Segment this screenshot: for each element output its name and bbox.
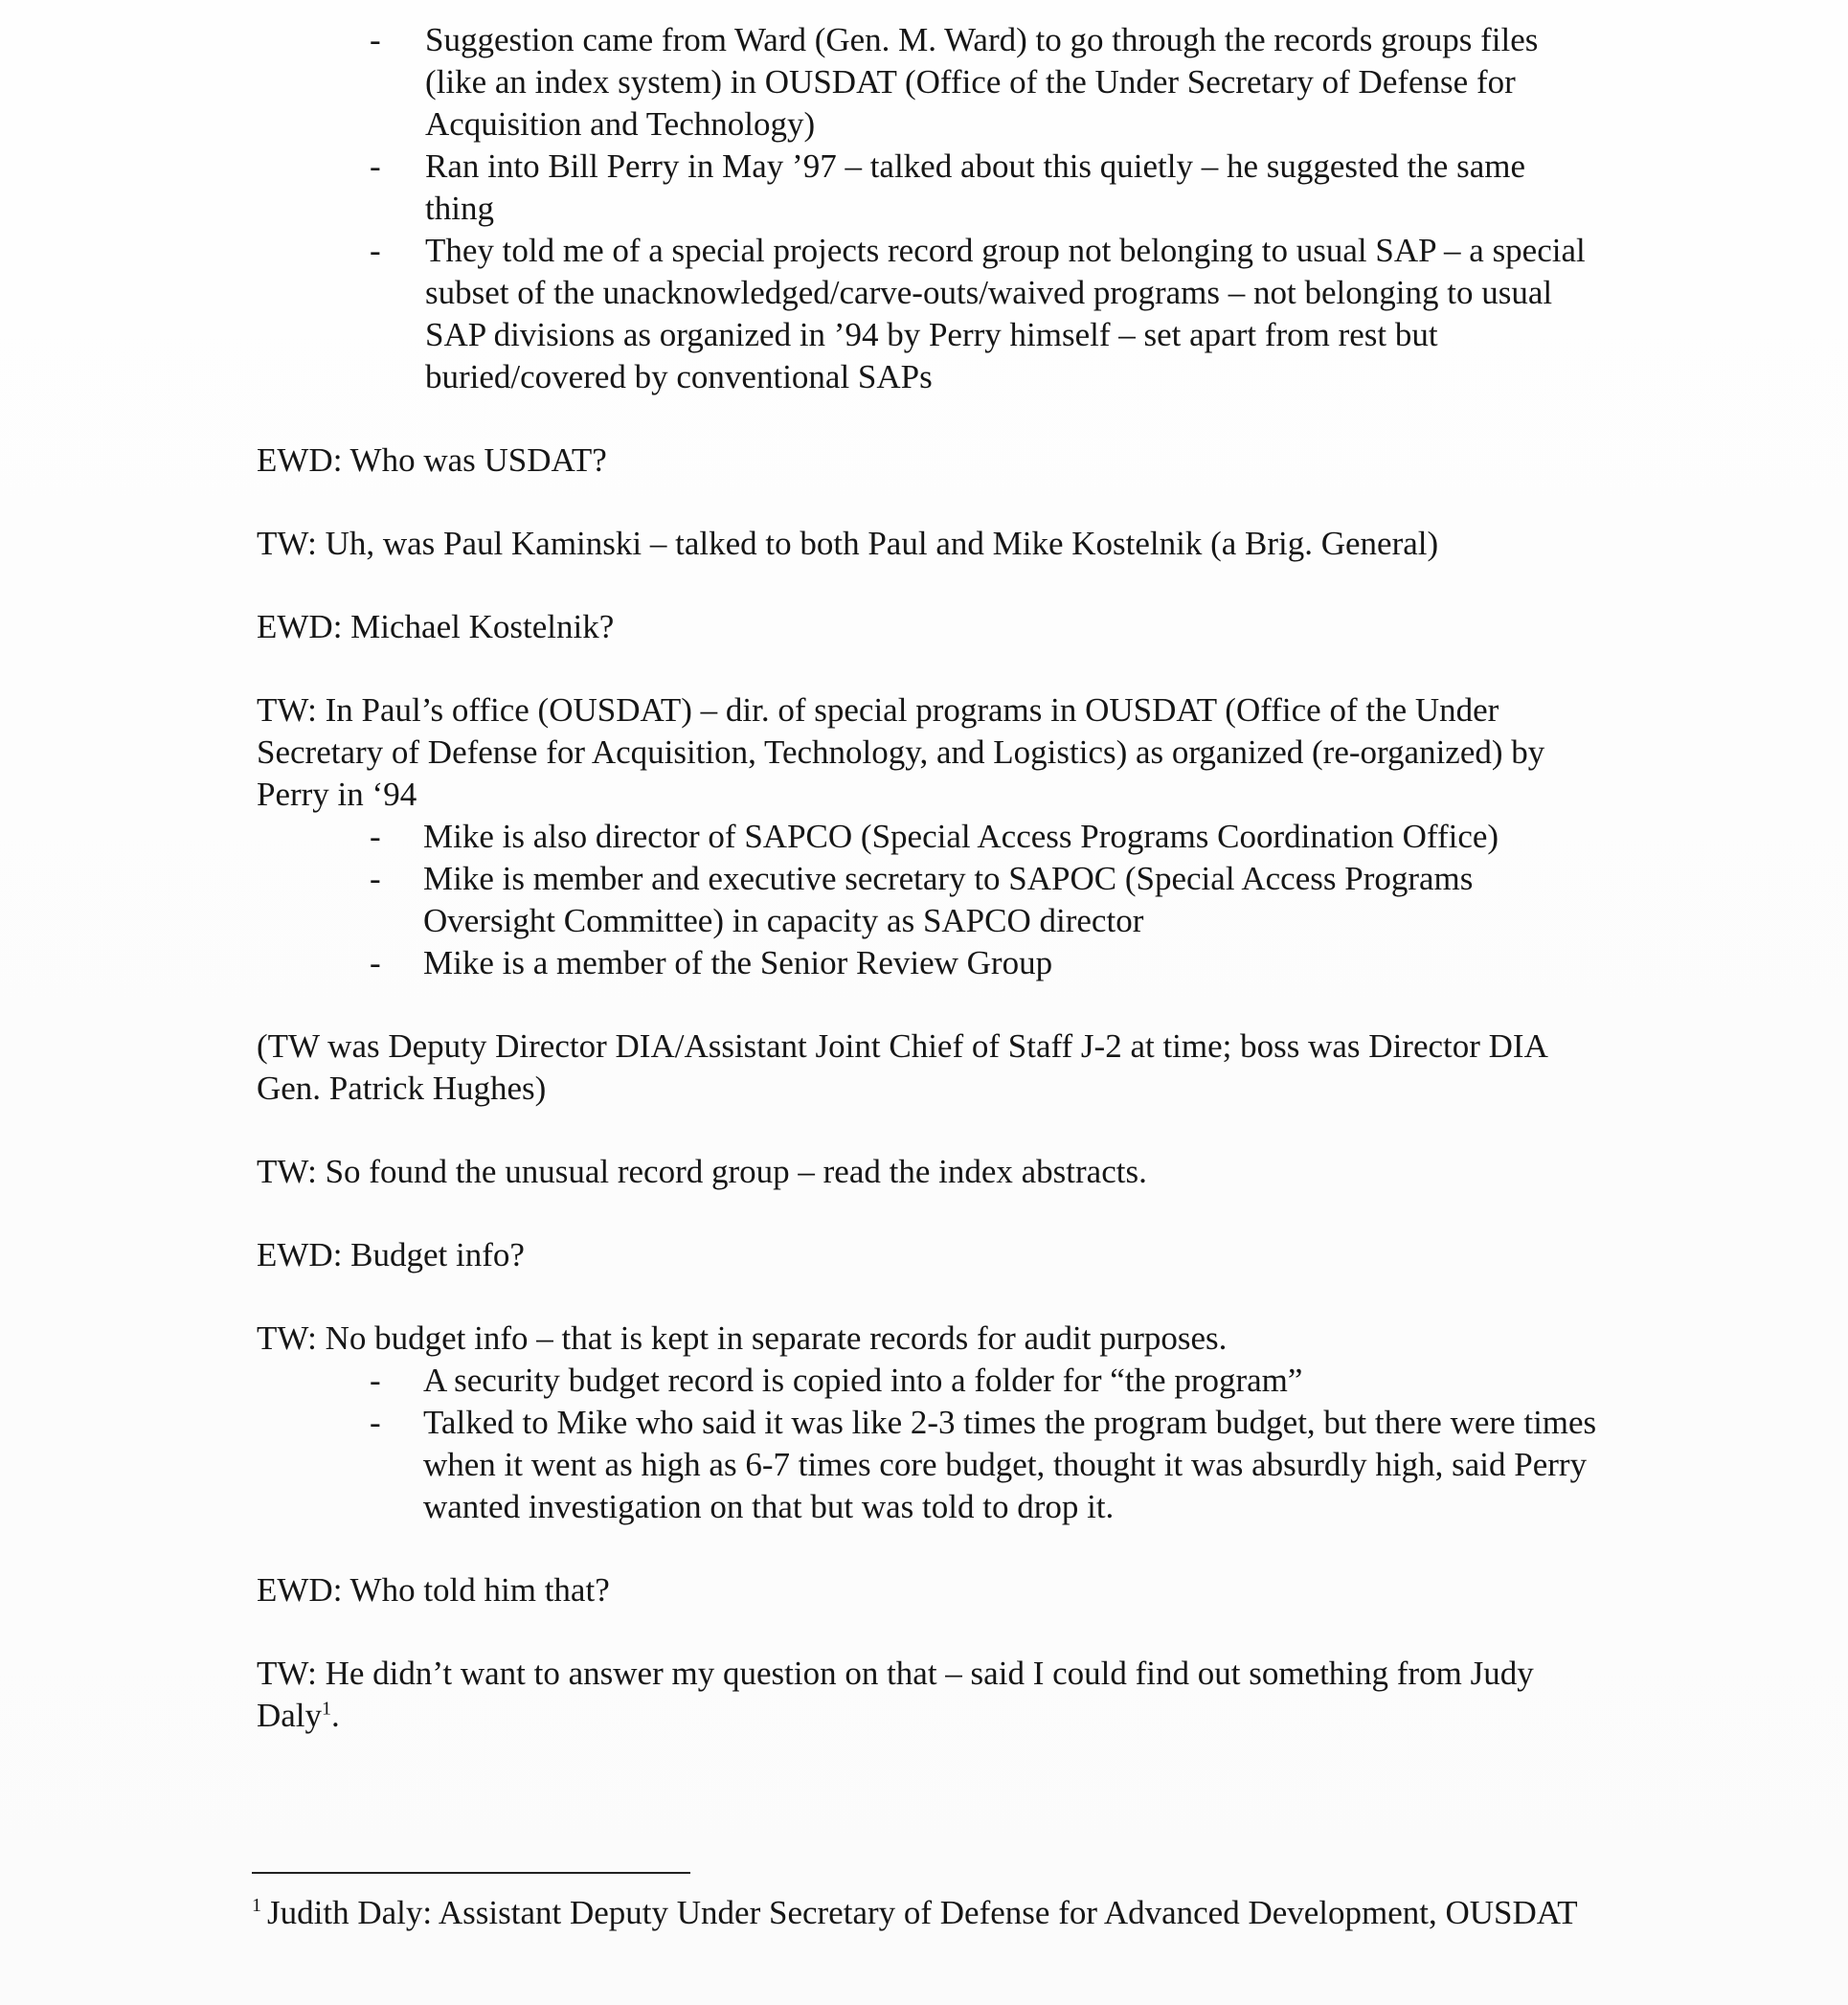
footnote-number: 1: [252, 1895, 261, 1917]
list-item: [257, 816, 1597, 858]
bullet-dash: -: [370, 21, 381, 58]
budget-bullet-list: [257, 1360, 1597, 1528]
bullet-dash: -: [370, 860, 381, 897]
bullet-text: Ran into Bill Perry in May ’97 – talked about this quietly – he suggested the same thing: [425, 147, 1525, 227]
list-item: [257, 146, 1597, 230]
list-item: [257, 942, 1597, 984]
transcript-line-tw-no-budget: TW: No budget info – that is kept in separate records for audit purposes.: [257, 1319, 1228, 1357]
line-text: TW: He didn’t want to answer my question on that – said I could find out something from Judy Daly: [257, 1655, 1534, 1734]
transcript-body: [257, 19, 1597, 1737]
bullet-text: Talked to Mike who said it was like 2-3 times the program budget, but there were times when it went as high as 6-7 times core budget, thought it was absurdly high, said Perry wanted investigation on that but was told to drop it.: [423, 1404, 1597, 1525]
transcript-line-ewd-budget: EWD: Budget info?: [257, 1236, 525, 1273]
intro-bullet-list: [257, 19, 1597, 398]
list-item: [257, 230, 1597, 398]
bullet-text: Mike is member and executive secretary to SAPOC (Special Access Programs Oversight Committee) in capacity as SAPCO director: [423, 860, 1474, 939]
bullet-dash: -: [370, 818, 381, 855]
footnote-reference: 1: [322, 1698, 332, 1720]
transcript-line-tw-kaminski: TW: Uh, was Paul Kaminski – talked to both Paul and Mike Kostelnik (a Brig. General): [257, 525, 1439, 562]
bullet-text: Suggestion came from Ward (Gen. M. Ward) to go through the records groups files (like an index system) in OUSDAT (Office of the Under Secretary of Defense for Acquisition and Technology): [425, 21, 1539, 143]
list-item: [257, 1360, 1597, 1402]
transcript-line-tw-judy-daly: [257, 1653, 1597, 1737]
list-item: [257, 1402, 1597, 1528]
footnote: [252, 1892, 1592, 1934]
transcript-note-tw-role: (TW was Deputy Director DIA/Assistant Joint Chief of Staff J-2 at time; boss was Director DIA Gen. Patrick Hughes): [257, 1027, 1546, 1107]
footnote-text: Judith Daly: Assistant Deputy Under Secretary of Defense for Advanced Development, OUSDAT: [267, 1894, 1578, 1931]
bullet-text: Mike is also director of SAPCO (Special Access Programs Coordination Office): [423, 818, 1499, 855]
transcript-line-ewd-kostelnik: EWD: Michael Kostelnik?: [257, 608, 615, 645]
list-item: [257, 19, 1597, 146]
transcript-line-tw-pauls-office: TW: In Paul’s office (OUSDAT) – dir. of special programs in OUSDAT (Office of the Under Secretary of Defense for Acquisition, Technology, and Logistics) as organized (re-organized) by Perry in ‘94: [257, 691, 1545, 813]
bullet-dash: -: [370, 1404, 381, 1441]
bullet-dash: -: [370, 147, 381, 185]
footnote-divider: [252, 1872, 690, 1874]
list-item: [257, 858, 1597, 942]
bullet-dash: -: [370, 1362, 381, 1399]
bullet-dash: -: [370, 944, 381, 981]
bullet-text: They told me of a special projects record group not belonging to usual SAP – a special subset of the unacknowledged/carve-outs/waived programs – not belonging to usual SAP divisions as organized in ’94 by Perry himself – set apart from rest but buried/covered by conventional SAPs: [425, 232, 1586, 395]
mike-bullet-list: [257, 816, 1597, 984]
bullet-dash: -: [370, 232, 381, 269]
line-end: .: [331, 1697, 340, 1734]
transcript-line-ewd-usdat: EWD: Who was USDAT?: [257, 441, 607, 479]
transcript-line-ewd-who-told: EWD: Who told him that?: [257, 1571, 610, 1609]
transcript-line-tw-record-group: TW: So found the unusual record group – read the index abstracts.: [257, 1153, 1147, 1190]
bullet-text: A security budget record is copied into a folder for “the program”: [423, 1362, 1303, 1399]
bullet-text: Mike is a member of the Senior Review Group: [423, 944, 1053, 981]
